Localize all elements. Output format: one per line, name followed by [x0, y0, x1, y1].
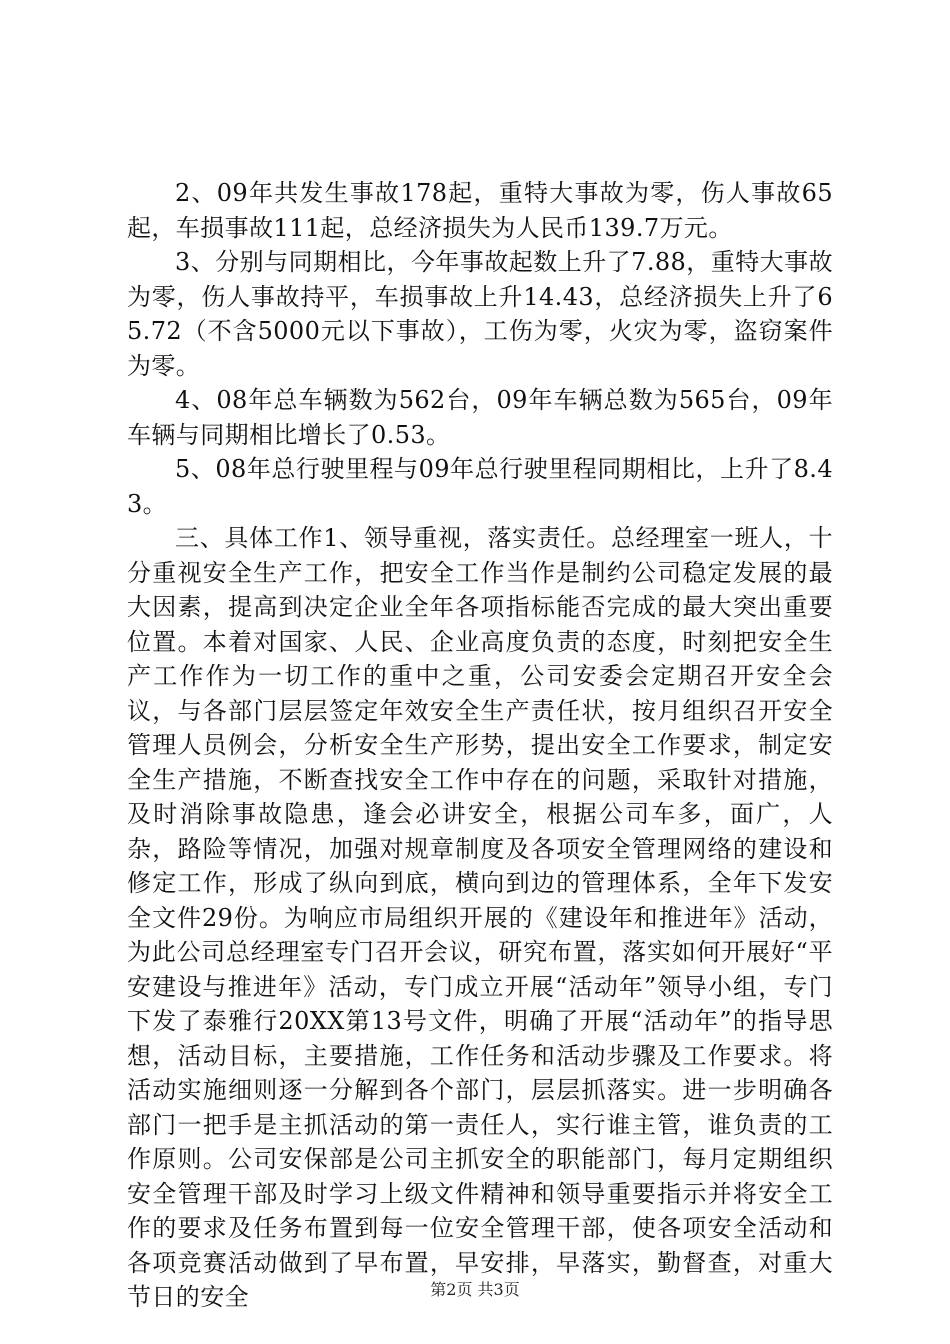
page-footer: 第2页 共3页: [430, 1280, 520, 1299]
paragraph-specific-work: 三、具体工作1、领导重视，落实责任。总经理室一班人，十分重视安全生产工作，把安全工作当作是制约公司稳定发展的最大因素，提高到决定企业全年各项指标能否完成的最大突出重要位置。本着对国家、人民、企业高度负责的态度，时刻把安全生产工作作为一切工作的重中之重，公司安委会定期召开安全会议，与各部门层层签定年效安全生产责任状，按月组织召开安全管理人员例会，分析安全生产形势，提出安全工作要求，制定安全生产措施，不断查找安全工作中存在的问题，采取针对措施，及时消除事故隐患，逢会必讲安全，根据公司车多，面广，人杂，路险等情况，加强对规章制度及各项安全管理网络的建设和修定工作，形成了纵向到底，横向到边的管理体系，全年下发安全文件29份。为响应市局组织开展的《建设年和推进年》活动，为此公司总经理室专门召开会议，研究布置，落实如何开展好“平安建设与推进年》活动，专门成立开展“活动年”领导小组，专门下发了泰雅行20XX第13号文件，明确了开展“活动年”的指导思想，活动目标，主要措施，工作任务和活动步骤及工作要求。将活动实施细则逐一分解到各个部门，层层抓落实。进一步明确各部门一把手是主抓活动的第一责任人，实行谁主管，谁负责的工作原则。公司安保部是公司主抓安全的职能部门，每月定期组织安全管理干部及时学习上级文件精神和领导重要指示并将安全工作的要求及任务布置到每一位安全管理干部，使各项安全活动和各项竞赛活动做到了早布置，早安排，早落实，勤督查，对重大节日的安全: [127, 524, 833, 1311]
paragraph-accident-count: 2、09年共发生事故178起，重特大事故为零，伤人事故65起，车损事故111起，总经济损失为人民币139.7万元。: [127, 179, 833, 242]
paragraph-mileage: 5、08年总行驶里程与09年总行驶里程同期相比，上升了8.43。: [127, 455, 833, 518]
paragraph-year-comparison: 3、分别与同期相比，今年事故起数上升了7.88，重特大事故为零，伤人事故持平，车损事故上升14.43，总经济损失上升了65.72（不含5000元以下事故），工伤为零，火灾为零，盗窃案件为零。: [127, 248, 833, 380]
document-body: [127, 176, 833, 1315]
paragraph-vehicle-count: 4、08年总车辆数为562台，09年车辆总数为565台，09年车辆与同期相比增长了0.53。: [127, 386, 833, 449]
